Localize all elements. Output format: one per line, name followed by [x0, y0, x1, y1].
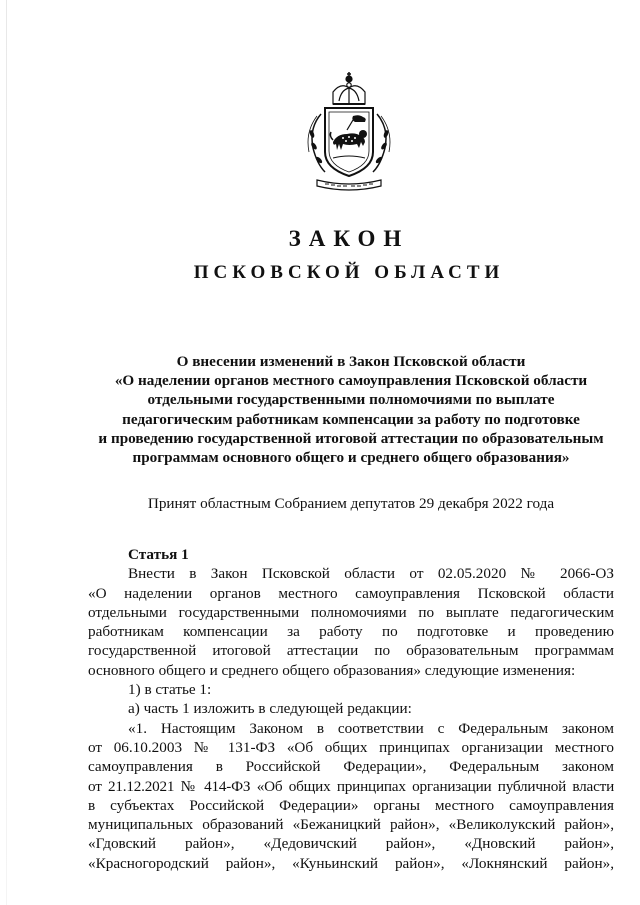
body-line: а) часть 1 изложить в следующей редакции: [128, 700, 412, 718]
body-line: «Гдовский район», «Дедовичский район», «Дновский район», [88, 835, 614, 853]
body-line: 1) в статье 1: [128, 681, 212, 699]
heading-line: отдельными государственными полномочиями по выплате [147, 391, 555, 409]
body-line: от 21.12.2021 № 414-ФЗ «Об общих принципах организации публичной власти [88, 777, 614, 795]
heading-line: педагогическим работникам компенсации за работу по подготовке [122, 410, 580, 428]
adoption-note: Принят областным Собранием депутатов 29 декабря 2022 года [147, 495, 555, 512]
law-body [88, 545, 614, 873]
body-line: в субъектах Российской Федерации» органы местного самоуправления [88, 796, 614, 814]
coat-of-arms-icon [303, 68, 395, 196]
heading-line: программам основного общего и среднего общего образования» [132, 449, 570, 467]
article-title: Статья 1 [128, 546, 189, 563]
document-type-title: ЗАКОН [288, 226, 410, 251]
body-line: самоуправления в Российской Федерации», Федеральным законом [88, 758, 614, 776]
scan-edge [6, 0, 7, 905]
body-line: «Красногородский район», «Куньинский район», «Локнянский район», [88, 854, 614, 872]
pskov-coat-of-arms-icon [303, 68, 395, 196]
body-line: отдельными государственными полномочиями по выплате педагогическим [88, 603, 614, 621]
body-line: работникам компенсации за работу по подготовке и проведению [88, 623, 614, 641]
law-heading [88, 352, 614, 467]
body-line: «О наделении органов местного самоуправления Псковской области [88, 584, 614, 602]
body-line: «1. Настоящим Законом в соответствии с Федеральным законом [128, 719, 614, 737]
heading-line: и проведению государственной итоговой аттестации по образовательным [98, 429, 604, 447]
region-title: ПСКОВСКОЙ ОБЛАСТИ [193, 262, 505, 283]
body-line: основного общего и среднего общего образования» следующие изменения: [88, 661, 576, 679]
heading-line: О внесении изменений в Закон Псковской области [176, 353, 526, 370]
body-line: Внести в Закон Псковской области от 02.05.2020 № 2066-ОЗ [128, 565, 614, 583]
heading-line: «О наделении органов местного самоуправления Псковской области [114, 372, 588, 390]
body-line: муниципальных образований «Бежаницкий район», «Великолукский район», [88, 816, 614, 834]
body-line: от 06.10.2003 № 131-ФЗ «Об общих принципах организации местного [88, 738, 614, 756]
body-line: государственной итоговой аттестации по образовательным программам [88, 642, 614, 660]
